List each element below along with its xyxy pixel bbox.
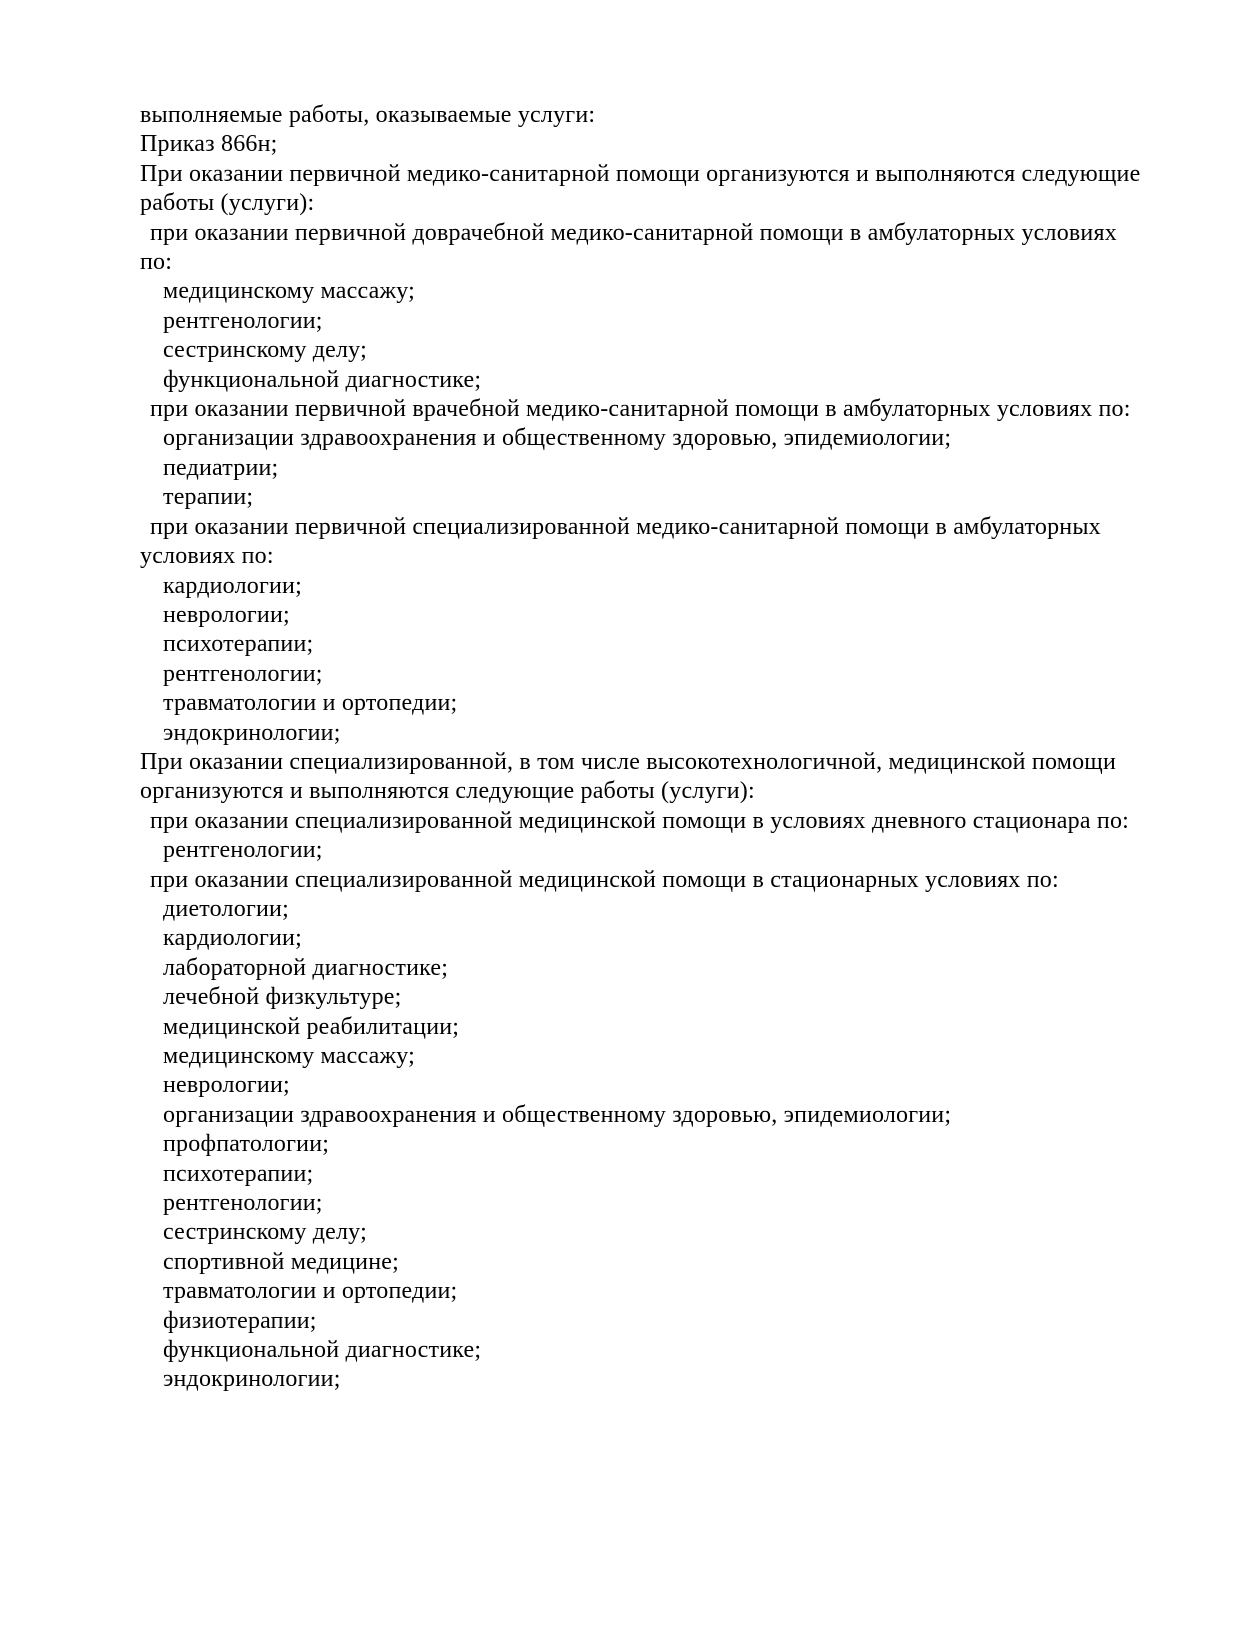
document-line: кардиологии; xyxy=(163,925,302,952)
document-line: психотерапии; xyxy=(163,1160,314,1187)
document-line: медицинскому массажу; xyxy=(163,1043,415,1069)
document-line: рентгенологии; xyxy=(163,837,323,864)
document-line: лечебной физкультуре; xyxy=(163,984,402,1011)
document-line: физиотерапии; xyxy=(163,1307,317,1334)
document-line: при оказании специализированной медицинской помощи в условиях дневного стационара по: xyxy=(150,807,1130,834)
document-line: эндокринологии; xyxy=(163,719,341,746)
document-line: рентгенологии; xyxy=(163,660,323,687)
document-line: при оказании первичной доврачебной медико-санитарной помощи в амбулаторных условиях xyxy=(150,219,1117,246)
document-line: организации здравоохранения и общественному здоровью, эпидемиологии; xyxy=(163,425,952,452)
document-line: диетологии; xyxy=(163,895,289,922)
document-line: Приказ 866н; xyxy=(140,131,278,158)
document-line: рентгенологии; xyxy=(163,307,323,334)
document-line: медицинскому массажу; xyxy=(163,278,415,305)
document-line: при оказании первичной врачебной медико-санитарной помощи в амбулаторных условиях по: xyxy=(150,396,1131,423)
document-line: сестринскому делу; xyxy=(163,1219,367,1246)
document-line: эндокринологии; xyxy=(163,1366,341,1393)
document-line: функциональной диагностике; xyxy=(163,1337,482,1364)
document-line: психотерапии; xyxy=(163,631,314,658)
document-line: по: xyxy=(140,249,173,276)
document-line: педиатрии; xyxy=(163,454,279,481)
document-line: неврологии; xyxy=(163,1072,290,1099)
document-line: работы (услуги): xyxy=(140,190,315,217)
document-line: условиях по: xyxy=(140,543,274,570)
document-line: профпатологии; xyxy=(163,1131,330,1158)
document-line: медицинской реабилитации; xyxy=(163,1013,460,1040)
document-line: сестринскому делу; xyxy=(163,337,367,364)
document-line: рентгенологии; xyxy=(163,1190,323,1217)
document-body xyxy=(140,101,1160,1395)
document-line: при оказании специализированной медицинской помощи в стационарных условиях по: xyxy=(150,866,1059,893)
document-line: выполняемые работы, оказываемые услуги: xyxy=(140,102,596,128)
document-line: организуются и выполняются следующие работы (услуги): xyxy=(140,778,755,805)
document-line: спортивной медицине; xyxy=(163,1248,399,1275)
document-line: при оказании первичной специализированной медико-санитарной помощи в амбулаторных xyxy=(150,513,1101,540)
document-line: функциональной диагностике; xyxy=(163,366,482,393)
document-line: лабораторной диагностике; xyxy=(163,954,449,981)
document-line: терапии; xyxy=(163,484,254,511)
document-line: травматологии и ортопедии; xyxy=(163,690,458,717)
document-line: При оказании первичной медико-санитарной помощи организуются и выполняются следующие xyxy=(140,160,1141,187)
document-line: кардиологии; xyxy=(163,572,302,599)
document-line: травматологии и ортопедии; xyxy=(163,1278,458,1305)
document-line: организации здравоохранения и общественному здоровью, эпидемиологии; xyxy=(163,1101,952,1128)
document-line: неврологии; xyxy=(163,601,290,628)
document-line: При оказании специализированной, в том числе высокотехнологичной, медицинской помощи xyxy=(140,748,1117,775)
